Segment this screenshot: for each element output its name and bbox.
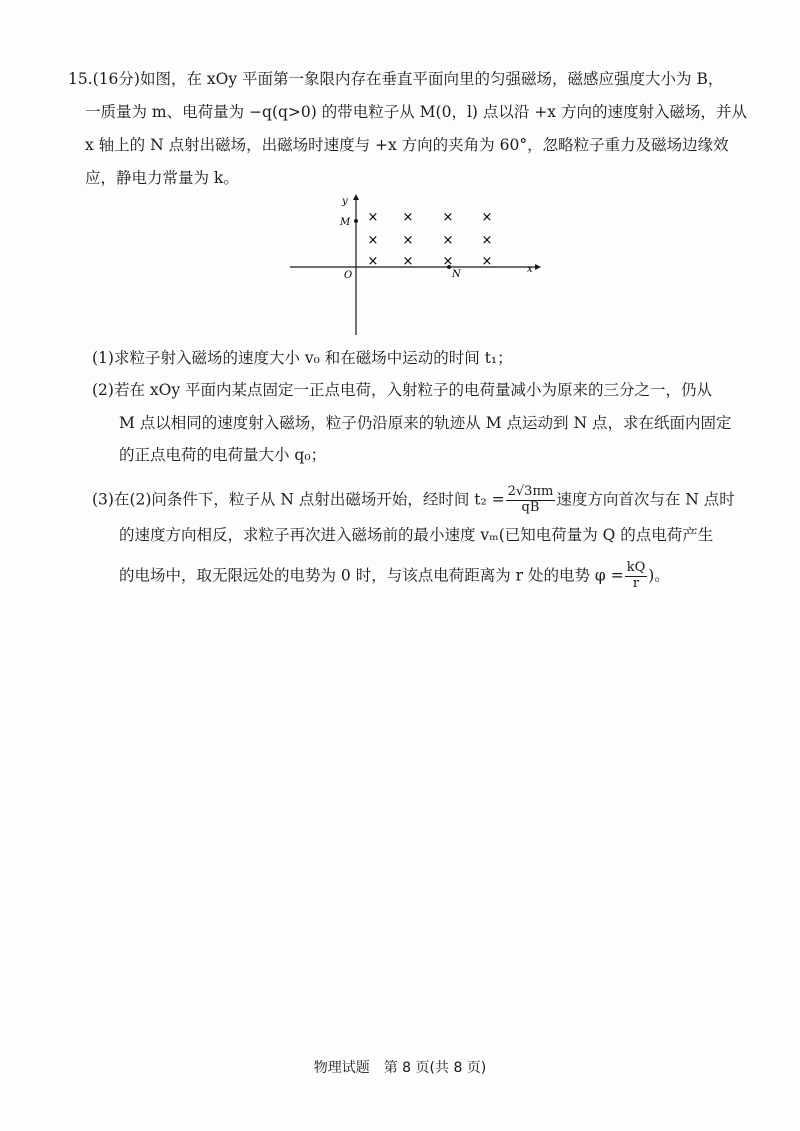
field-cross-mark: ×	[481, 254, 493, 269]
field-cross-mark: ×	[402, 210, 414, 225]
stem-line-1: 15.(16分)如图，在 xOy 平面第一象限内存在垂直平面向里的匀强磁场，磁感应强度大小为 B，	[68, 70, 724, 88]
field-cross-mark: ×	[442, 254, 454, 269]
field-cross-mark: ×	[442, 210, 454, 225]
point-N-label: N	[452, 269, 461, 280]
sub3-line-1	[92, 485, 735, 516]
stem-line-3: x 轴上的 N 点射出磁场，出磁场时速度与 +x 方向的夹角为 60°，忽略粒子重力及磁场边缘效	[85, 136, 729, 154]
field-cross-mark: ×	[367, 210, 379, 225]
phi-numerator: kQ	[626, 560, 646, 575]
field-cross-mark: ×	[367, 254, 379, 269]
t2-denominator: qB	[521, 499, 540, 515]
sub3-line-3	[119, 561, 670, 592]
x-axis-arrow	[535, 264, 541, 270]
sub2-line-1: (2)若在 xOy 平面内某点固定一正点电荷，入射粒子的电荷量减小为原来的三分之一，仍从	[92, 381, 713, 399]
point-M-label: M	[340, 217, 351, 228]
stem-line-2: 一质量为 m、电荷量为 −q(q>0) 的带电粒子从 M(0，l) 点以沿 +x 方向的速度射入磁场，并从	[85, 103, 747, 121]
y-axis-label: y	[342, 196, 348, 207]
field-cross-mark: ×	[481, 210, 493, 225]
field-marks	[368, 210, 493, 269]
field-cross-mark: ×	[402, 233, 414, 248]
sub3-line-3-end: )。	[648, 566, 670, 585]
field-cross-mark: ×	[442, 233, 454, 248]
origin-label: O	[344, 270, 353, 281]
field-cross-mark: ×	[481, 233, 493, 248]
sub2-line-3: 的正点电荷的电荷量大小 q₀；	[119, 446, 327, 464]
t2-numerator: 2√3πm	[507, 484, 554, 499]
stem-line-4: 应，静电力常量为 k。	[85, 169, 239, 187]
magnetic-field-diagram	[285, 190, 545, 340]
y-axis-arrow	[353, 194, 359, 200]
phi-denominator: r	[632, 575, 640, 591]
sub2-line-2: M 点以相同的速度射入磁场，粒子仍沿原来的轨迹从 M 点运动到 N 点，求在纸面内固定	[119, 414, 732, 432]
phi-fraction	[625, 561, 648, 592]
field-cross-mark: ×	[367, 233, 379, 248]
point-M-dot	[354, 219, 358, 223]
sub3-line-3-start: 的电场中，取无限远处的电势为 0 时，与该点电荷距离为 r 处的电势 φ =	[119, 566, 624, 585]
field-cross-mark: ×	[402, 254, 414, 269]
sub1-line-1: (1)求粒子射入磁场的速度大小 v₀ 和在磁场中运动的时间 t₁；	[92, 349, 513, 367]
page-footer: 物理试题 第 8 页(共 8 页)	[313, 1060, 487, 1076]
x-axis-label: x	[527, 264, 533, 275]
sub3-line-2: 的速度方向相反，求粒子再次进入磁场前的最小速度 vₘ(已知电荷量为 Q 的点电荷产生	[119, 526, 714, 544]
sub3-line-1-end: 速度方向首次与在 N 点时	[556, 490, 735, 509]
t2-fraction	[506, 485, 556, 516]
sub3-line-1-start: (3)在(2)问条件下，粒子从 N 点射出磁场开始，经时间 t₂ =	[92, 490, 505, 509]
